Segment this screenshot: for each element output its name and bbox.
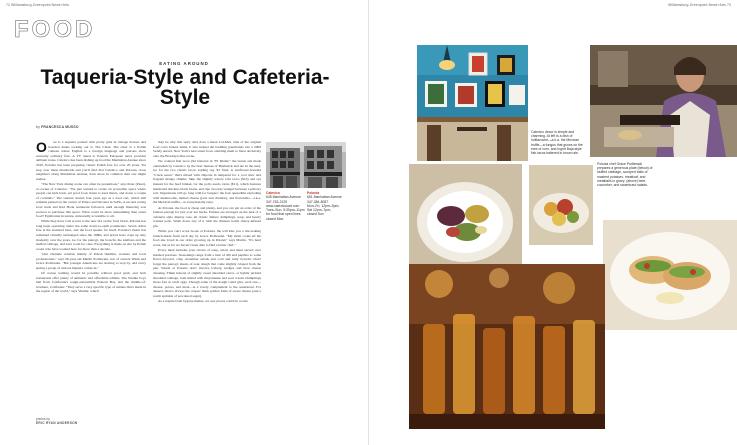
fruit-bowl-photo (529, 165, 593, 245)
section-title-food: FOOD (14, 16, 96, 43)
article-kicker: EATING AROUND (159, 61, 209, 66)
body-paragraph: may be why this spicy dive does a mean Cal-Mex. One of the original food cart's hottest items, it also helped the budding gourmands win a 2009 Vendy Award, New York's best street food, enabling them to burst decisively onto the Brooklyn dine scene. (153, 140, 261, 158)
drop-cap: O (36, 140, 47, 155)
calexico-interior-photo (417, 45, 528, 161)
listing-closed: closed Mon (266, 216, 284, 221)
article-column-1 (36, 140, 146, 430)
photo-credit (36, 417, 78, 425)
bottles-photo (409, 264, 605, 429)
body-paragraph: We ordered fish tacos ($4 battered in "El Diablo" the bonus sits made outlandish by Calexico by the beer masses of Bushwick and ate in the sun). Go for the two classic tacos: sapling reg. $3 fried, at sunflower-breaded "Crack sauce" that's mixed with chipotle in tempered for a cool slaw and fragrant mango chunks. Skip the slightly watery tofu tacos ($10) and opt instead for the beef brisket, for the pollo asado tortas ($11), which features marinated chicken, black beans, and ripe avocado wedged between a pillowy roll. Vegetarians will go long wild for burgers: the four quesadilla exploding with mushrooms, melted cheese (jack and cheddar), and Portobello—a.k.a. the Mexican truffle—is exceptionally tasty. (153, 158, 261, 205)
article-column-2 (153, 140, 261, 430)
body-paragraph: As a respite from bygone menus, we saw places could be cooler. (158, 299, 249, 304)
body-paragraph: While they have Cali accent to the new fad on the food block, Polonia has long been operating under the same down-to-earth parameters. Seven dollar fare is the standard here, and the food speaks for itself. Polonia's menu has remained virtually unchanged since the 1980s, and prices have crept up only modestly over the years. Go for the pierogi, the borscht, the kielbasa and the stuffed cabbage, and save room for cake. Everything is made on site by Polish cooks who have worked here for more than a decade. (36, 219, 146, 251)
right-page (369, 0, 737, 445)
listing-hours: Tues–Sun, 5:30pm–11pm (266, 208, 305, 213)
polonia-chef-photo (590, 45, 737, 157)
left-page (0, 0, 368, 445)
body-paragraph: While you can't score booze at Polonia, the will kiss you a ritz-stoking brunch-made fresh each day by Grace Podlewski. "My mom cooks all the food she loved in our older growing up in Poland," says Martin. "It's hard work, but as far we haven't been able to find a better chef." (153, 229, 261, 247)
listing-polonia (307, 191, 347, 217)
listing-address: 651 Manhattan Avenue (307, 195, 342, 200)
listing-note: for food that open lines (266, 212, 301, 217)
listing-calexico (266, 191, 306, 221)
right-folio: Williamsburg-Greenpoint News+Arts 73 (667, 3, 731, 7)
listing-phone: 347-763-2129 (266, 199, 288, 204)
photo-credit-name: ERIC RYAN ANDERSON (36, 421, 78, 425)
body-paragraph: ne is a taqueria packed with pretty girls in vintage dresses and bearded dudes rocking out to The Clash. The other is a Polish canteen where English is a foreign language and patrons show earnestly ordinary fare. A TV tuned to Eastern European news provides ambient noise. Calexico has been dishing up food the Manhattan Avenue since 2010, Polonia has been preparing classic Polish fare for over 20 years. Yet step over these thresholds and you'll find that Calexico and Polonia, close neighbors along Manhattan Avenue, have more in common than one might realize. (36, 140, 146, 181)
salad-plate-photo (409, 164, 522, 276)
byline-prefix: by (36, 125, 40, 129)
body-paragraph: "Our clientele consists mainly of Polish families, workers and local professionals," says 26-year-old Martin Podlewski, son of owners Witek and Grace Podlewski. "But younger Americans are starting to stop by, and every spring a group of curious hipsters comes in." (36, 252, 146, 270)
listing-phone: 347-384-8087 (307, 199, 329, 204)
left-folio: 72 Williamsburg-Greenpoint News+Arts (6, 3, 70, 7)
taco-plate-photo (603, 220, 737, 330)
photo-credit-label: photos by (36, 417, 50, 421)
body-paragraph: "The New York dining scene can often be pretentious," says Peter (Peter), co-owner of Calexico. "We just wanted to create an accessible space where people can kick back, eat good food, listen to loud music, and down a couple of cocktails." The venture started four years ago as a food cart, which still remains parked on the corner of Prince and Wooster in SoHo. A second roving food truck and Red Hook restaurant followed, until enough financing was secured to purchase this space. What could be more unassuming than street food? Egalitarian in nature, universally accessible to all. (36, 181, 146, 219)
listing-note: Sat 12pm–7pm; (307, 208, 331, 213)
listing-hours: Mon–Fri, 12pm–9pm; (307, 203, 340, 208)
listing-web: www.calexicocart.com (266, 203, 300, 208)
byline (36, 125, 79, 129)
body-paragraph: Of course nothing would be possible without good grub, and both restaurants offer plenty of authentic and affordable edibles. The Vindler boys hail from California's rough-and-tumble Eastern Bay, and the middle-of-nowhere, California: "They serve a very specific type of cuisine that's made in the region of the world," says Vindler, which (36, 271, 146, 294)
article-headline: Taqueria-Style and Cafeteria-Style (40, 66, 330, 109)
caption-polonia: Polonia chef Grace Podlewski prepares a generous plate (below) of stuffed cabbage, scooped balls of mashed potatoes, meatloaf, and meatballs in gravy; (above) beet, cucumber, and sauerkraut salads. (597, 162, 653, 188)
body-paragraph: At Polonia, the food is cheap and plenty, and you can get an order of the famous pierogi for just over ten bucks. Entrées are arranged on the heat of a cafeteria style display case, all classic dishes: dumplings, soup, and hearty crusted pork. Wash down any of it with the thirteen bottle cherry-infused gin. (153, 205, 261, 228)
listing-name: Calexico (266, 191, 280, 195)
body-paragraph: Every meal includes your choice of soup, salad, and meat served over mashed potatoes. Seasonings range from a hint of dill and paprika to some flavor-forward, crisp cucumber salads and cold and salty borscht. Don't forget the pierogi; sheets of sour dough that come slightly crisped from the pan. Salads at Polonia don't involve iceberg wedges and bleu cheese dressing. Think instead of slightly sweet shredded carrot, or lightly pickled shredded cabbage, both mixed with mayonnaise and sour cream. Dumplings move fast as catch eggs. Though some of the dough could give, each one—cheese, potato, and meat—is a lovely complement to the sauerkraut. For dessert, there's always the crepes: thick golden folds of sweet cheese (and a warm sprinkle of powdered sugar). (153, 248, 261, 298)
listing-address: 645 Manhattan Avenue (266, 195, 301, 200)
listing-name: Polonia (307, 191, 320, 195)
byline-author: FRANCESCA MUSSO (41, 125, 79, 129)
storefront-photo (266, 142, 346, 188)
listing-closed: closed Sun (307, 212, 324, 217)
caption-calexico: Calexico decor is simple and charming. At left is a dish of huitlacoche—a.k.a. the Mexican truffle—a fungus that grows on the ears of corn, and Ingrid Baja-style fish tacos battered in brown ale. (531, 130, 583, 156)
